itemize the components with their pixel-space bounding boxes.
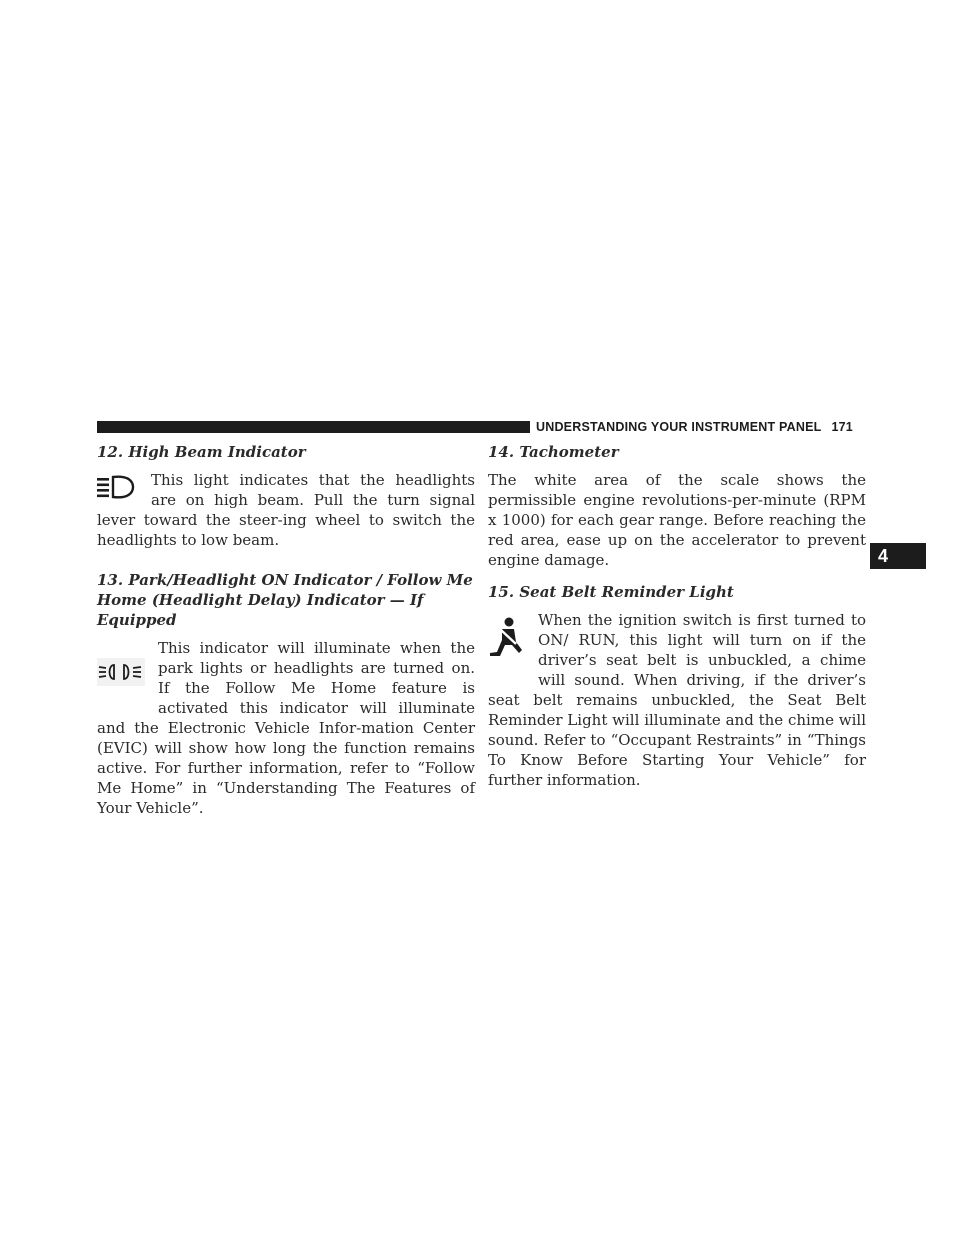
heading-park-headlight: 13. Park/Headlight ON Indicator / Follow Me Home (Headlight Delay) Indicator — If Equipped xyxy=(97,571,473,629)
page-number: 171 xyxy=(831,420,853,434)
high-beam-icon xyxy=(97,474,147,506)
right-column xyxy=(488,442,866,798)
tachometer-text: The white area of the scale shows the permissible engine revolutions-per-minute (RPM x 1000) for each gear range. Before reaching the red area, ease up on the accelerator to prevent engine damage. xyxy=(488,471,866,569)
heading-seat-belt: 15. Seat Belt Reminder Light xyxy=(488,583,734,601)
chapter-tab: 4 xyxy=(870,543,926,569)
seat-belt-icon xyxy=(488,616,534,672)
park-headlight-text: This indicator will illuminate when the park lights or headlights are turned on. If the Follow Me Home feature is activated this indicator will illuminate and the Electronic Vehicle Infor-mation Center (EVIC) will show how long the function remains active. For further information, refer to “Follow Me Home” in “Understanding The Features of Your Vehicle”. xyxy=(97,639,475,817)
heading-tachometer: 14. Tachometer xyxy=(488,443,619,461)
header-rule xyxy=(97,421,530,433)
left-column xyxy=(97,442,475,826)
heading-high-beam: 12. High Beam Indicator xyxy=(97,443,306,461)
running-header xyxy=(536,418,853,436)
seat-belt-text: When the ignition switch is first turned to ON/ RUN, this light will turn on if the driver’s seat belt is unbuckled, a chime will sound. When driving, if the driver’s seat belt remains unbuckled, the Seat Belt Reminder Light will illuminate and the chime will sound. Refer to “Occupant Restraints” in “Things To Know Before Starting Your Vehicle” for further information. xyxy=(488,611,866,789)
park-headlight-icon xyxy=(97,658,152,710)
high-beam-text: This light indicates that the headlights are on high beam. Pull the turn signal lever toward the steer-ing wheel to switch the headlights to low beam. xyxy=(97,471,475,549)
section-title: UNDERSTANDING YOUR INSTRUMENT PANEL xyxy=(536,420,822,434)
